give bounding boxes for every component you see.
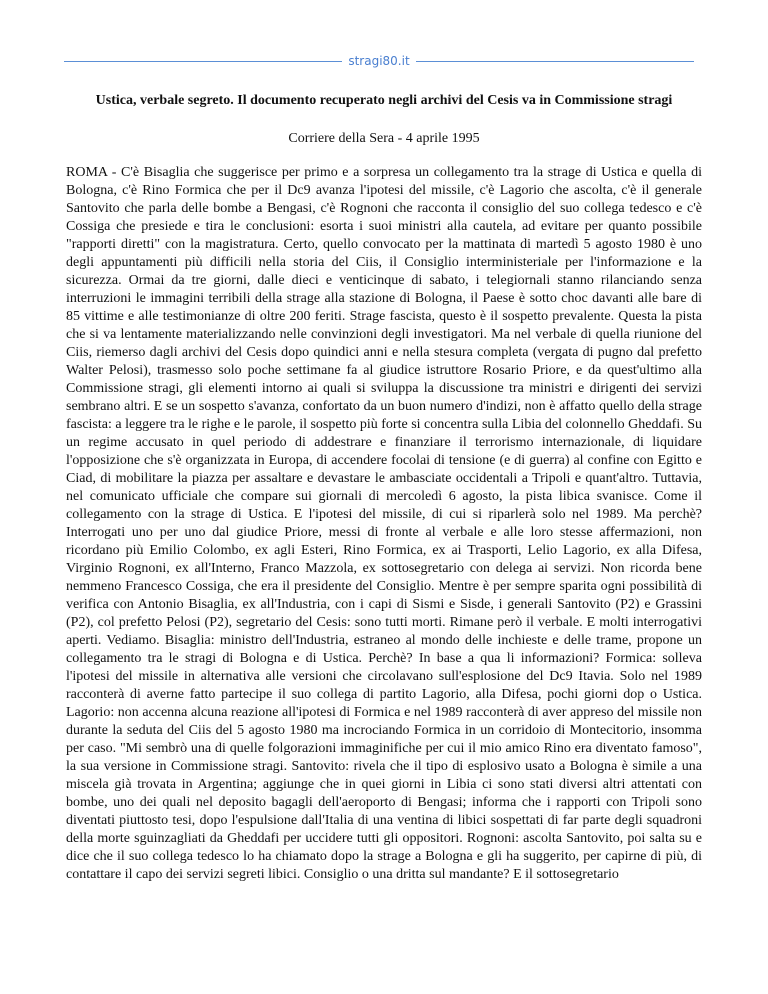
article-source: Corriere della Sera - 4 aprile 1995 bbox=[288, 131, 480, 146]
site-link[interactable]: stragi80.it bbox=[348, 54, 410, 68]
header-rule-right bbox=[416, 61, 694, 62]
article bbox=[66, 92, 702, 884]
article-body: ROMA - C'è Bisaglia che suggerisce per primo e a sorpresa un collegamento tra la strage di Ustica e quella di Bologna, c'è Rino Formica che per il Dc9 avanza l'ipotesi del missile, c'è Lagorio che ascolta, c'è il generale Santovito che parla delle bombe a Bengasi, c'è Rognoni che racconta il consiglio del suo collega tedesco e c'è Cossiga che presiede e tira le conclusioni: esorta i suoi ministri alla cautela, ad evitare per quanto possibile "rapporti diretti" con la magistratura. Certo, quello convocato per la mattinata di martedì 5 agosto 1980 è uno degli appuntamenti più difficili nella storia del Ciis, il Consiglio interministeriale per l'informazione e la sicurezza. Ormai da tre giorni, dalle dieci e venticinque di sabato, i telegiornali stanno rilanciando senza interruzioni le immagini terribili della strage alla stazione di Bologna, il Paese è sotto choc davanti alle bare di 85 vittime e alle testimonianze di oltre 200 feriti. Strage fascista, questo è il sospetto prevalente. Questa la pista che si va lentamente materializzando nelle convinzioni degli investigatori. Ma nel verbale di quella riunione del Ciis, riemerso dagli archivi del Cesis dopo quindici anni e nella stesura completa (vergata di pugno dal prefetto Walter Pelosi), trasmesso solo poche settimane fa al giudice istruttore Rosario Priore, e da quest'ultimo alla Commissione stragi, gli elementi intorno ai quali si sviluppa la discussione tra ministri e dirigenti dei servizi sembrano altri. E se un sospetto s'avanza, confortato da un buon numero d'indizi, non è affatto quello della strage fascista: a leggere tra le righe e le parole, il sospetto più forte si concentra sulla Libia del colonnello Gheddafi. Su un regime accusato in quel periodo di addestrare e finanziare il terrorismo internazionale, di liquidare l'opposizione che s'è organizzata in Europa, di accendere focolai di tensione (e di guerra) al confine con Egitto e Ciad, di mobilitare la piazza per assaltare e devastare le ambasciate occidentali a Tripoli e quant'altro. Tuttavia, nel comunicato ufficiale che compare sui giornali di mercoledì 6 agosto, la pista libica svanisce. Come il collegamento con la strage di Ustica. E l'ipotesi del missile, di cui si riparlerà solo nel 1989. Ma perchè? Interrogati uno per uno dal giudice Priore, messi di fronte al verbale e alle loro stesse affermazioni, non ricordano più Emilio Colombo, ex agli Esteri, Rino Formica, ex ai Trasporti, Lelio Lagorio, ex alla Difesa, Virginio Rognoni, ex all'Interno, Franco Mazzola, ex sottosegretario con delega ai servizi. Non ricorda bene nemmeno Francesco Cossiga, che era il presidente del Consiglio. Mentre è per sempre sparita ogni possibilità di verifica con Antonio Bisaglia, ex all'Industria, con i capi di Sismi e Sisde, i generali Santovito (P2) e Grassini (P2), col prefetto Pelosi (P2), segretario del Cesis: sono tutti morti. Rimane però il verbale. E molti interrogativi aperti. Vediamo. Bisaglia: ministro dell'Industria, estraneo al mondo delle inchieste e delle trame, propone un collegamento tra le stragi di Bologna e di Ustica. Perchè? In base a qua li informazioni? Formica: solleva l'ipotesi del missile in alternativa alle versioni che circolavano sull'esplosione del Dc9 Itavia. Solo nel 1989 racconterà di averne fatto partecipe il suo collega di partito Lagorio, alla Difesa, pochi giorni dop o Ustica. Lagorio: non accenna alcuna reazione all'ipotesi di Formica e nel 1989 racconterà di aver appreso del missile non durante la seduta del Ciis del 5 agosto 1980 ma incrociando Formica in un corridoio di Montecitorio, insomma per caso. "Mi sembrò una di quelle folgorazioni immaginifiche per cui il mio amico Rino era diventato famoso", la sua versione in Commissione stragi. Santovito: rivela che il tipo di esplosivo usato a Bologna è simile a una miscela già trovata in Argentina; aggiunge che in quei giorni in Libia ci sono stati diversi altri attentati con bombe, uno dei quali nel deposito bagagli dell'aeroporto di Bengasi; informa che i rapporti con Tripoli sono diventati piuttosto tesi, dopo l'espulsione dall'Italia di una ventina di libici sospettati di far parte degli squadroni della morte sguinzagliati da Gheddafi per uccidere tutti gli oppositori. Rognoni: ascolta Santovito, poi salta su e dice che il suo collega tedesco lo ha chiamato dopo la strage a Bologna e gli ha suggerito, per capirne di più, di contattare il capo dei servizi segreti libici. Consiglio o una dritta sul mandante? E il sottosegretario bbox=[66, 165, 703, 882]
site-header bbox=[64, 50, 694, 72]
article-title: Ustica, verbale segreto. Il documento recuperato negli archivi del Cesis va in Commissione stragi bbox=[95, 93, 673, 108]
header-rule-left bbox=[64, 61, 342, 62]
